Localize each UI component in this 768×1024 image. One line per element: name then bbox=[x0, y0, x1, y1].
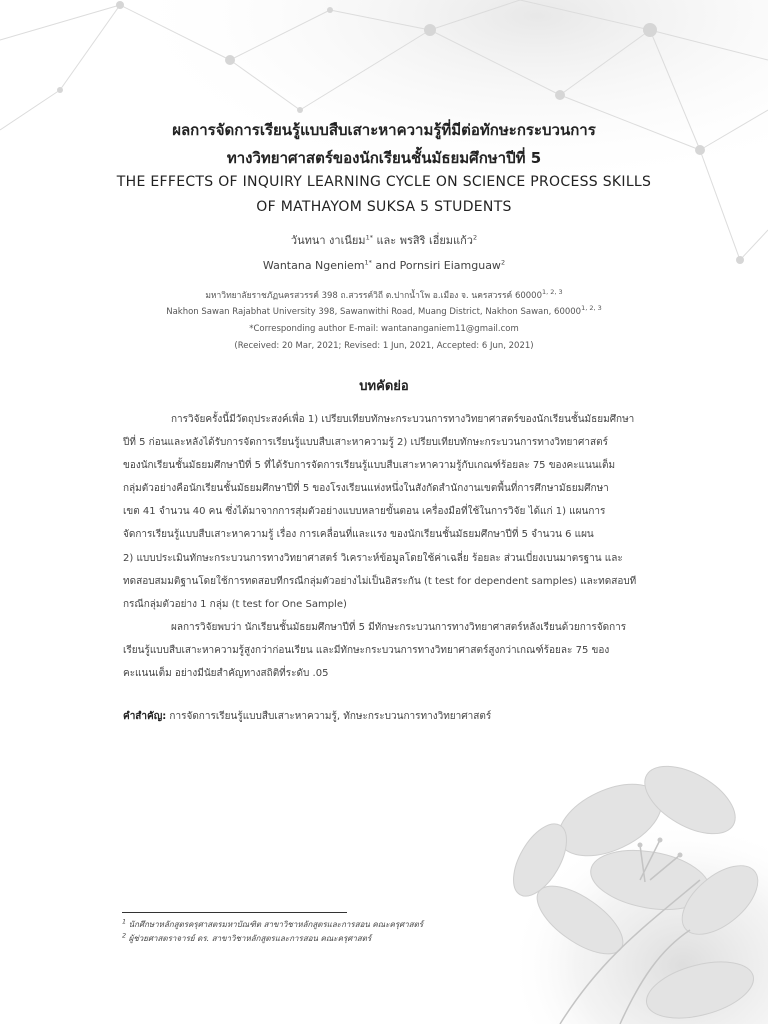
corresponding-author-email: *Corresponding author E-mail: wantananganiem11@gmail.com bbox=[249, 324, 519, 334]
title-thai-line-2: ทางวิทยาศาสตร์ของนักเรียนชั้นมัธยมศึกษาปีที่ 5 bbox=[226, 149, 542, 167]
authors-thai bbox=[60, 231, 708, 251]
author-2-thai: พรสิริ เอี่ยมแก้ว bbox=[399, 234, 473, 247]
keywords-label: คำสำคัญ: bbox=[123, 711, 167, 722]
affiliation-english-text: Nakhon Sawan Rajabhat University 398, Sawanwithi Road, Muang District, Nakhon Sawan, 60000 bbox=[166, 307, 582, 317]
abstract-p1-line: การวิจัยครั้งนี้มีวัตถุประสงค์เพื่อ 1) เปรียบเทียบทักษะกระบวนการทางวิทยาศาสตร์ของนักเรียนชั้นมัธยมศึกษา bbox=[171, 414, 635, 425]
footnote-2-text: ผู้ช่วยศาสตราจารย์ ดร. สาขาวิชาหลักสูตรและการสอน คณะครุศาสตร์ bbox=[126, 934, 372, 943]
author-2-english-mark: 2 bbox=[500, 258, 506, 267]
abstract-p2-line: เรียนรู้แบบสืบเสาะหาความรู้สูงกว่าก่อนเรียน และมีทักษะกระบวนการทางวิทยาศาสตร์สูงกว่าเกณฑ์ร้อยละ 75 ของ bbox=[123, 645, 610, 657]
abstract-p1-line: เขต 41 จำนวน 40 คน ซึ่งได้มาจากการสุ่มตัวอย่างแบบหลายขั้นตอน เครื่องมือที่ใช้ในการวิจัย ได้แก่ 1) แผนการ bbox=[123, 506, 606, 518]
footnote-1-mark: 1 bbox=[122, 917, 127, 926]
title-english-line-1: THE EFFECTS OF INQUIRY LEARNING CYCLE ON SCIENCE PROCESS SKILLS bbox=[116, 174, 652, 190]
affiliation-thai-mark: 1, 2, 3 bbox=[542, 288, 563, 297]
keywords bbox=[123, 709, 686, 724]
abstract-p1-line: ของนักเรียนชั้นมัธยมศึกษาปีที่ 5 ที่ได้รับการจัดการเรียนรู้แบบสืบเสาะหาความรู้กับเกณฑ์ร้อยละ 75 ของคะแนนเต็ม bbox=[123, 460, 616, 472]
abstract-paragraph-2 bbox=[123, 616, 686, 685]
author-1-thai: วันทนา งาเนียม bbox=[290, 234, 366, 247]
footnote-1 bbox=[122, 918, 682, 931]
author-1-english-mark: 1* bbox=[364, 258, 372, 267]
author-2-thai-mark: 2 bbox=[472, 233, 478, 242]
footnote-1-text: นักศึกษาหลักสูตรครุศาสตรมหาบัณฑิต สาขาวิชาหลักสูตรและการสอน คณะครุศาสตร์ bbox=[126, 920, 424, 929]
footnote-2-mark: 2 bbox=[122, 931, 127, 940]
keywords-text: การจัดการเรียนรู้แบบสืบเสาะหาความรู้, ทักษะกระบวนการทางวิทยาศาสตร์ bbox=[166, 711, 492, 722]
author-2-english: Pornsiri Eiamguaw bbox=[399, 259, 501, 272]
title-english-line-2: OF MATHAYOM SUKSA 5 STUDENTS bbox=[256, 199, 512, 215]
authors-english bbox=[60, 256, 708, 276]
abstract-p1-line: กลุ่มตัวอย่างคือนักเรียนชั้นมัธยมศึกษาปีที่ 5 ของโรงเรียนแห่งหนึ่งในสังกัดสำนักงานเขตพื้นที่การศึกษามัธยมศึกษา bbox=[123, 483, 609, 495]
affiliation-thai bbox=[60, 288, 708, 304]
footnote-divider bbox=[122, 912, 347, 913]
author-1-english: Wantana Ngeniem bbox=[262, 259, 365, 272]
abstract-p1-line: 2) แบบประเมินทักษะกระบวนการทางวิทยาศาสตร์ วิเคราะห์ข้อมูลโดยใช้ค่าเฉลี่ย ร้อยละ ส่วนเบี่ยงเบนมาตรฐาน และ bbox=[123, 552, 623, 564]
abstract-p2-line: ผลการวิจัยพบว่า นักเรียนชั้นมัธยมศึกษาปีที่ 5 มีทักษะกระบวนการทางวิทยาศาสตร์หลังเรียนด้วยการจัดการ bbox=[171, 622, 627, 633]
abstract-paragraph-1 bbox=[123, 408, 686, 616]
title-thai-line-1: ผลการจัดการเรียนรู้แบบสืบเสาะหาความรู้ที่มีต่อทักษะกระบวนการ bbox=[172, 121, 596, 139]
authors-thai-conjunction: และ bbox=[372, 234, 400, 247]
footnote-2 bbox=[122, 932, 682, 945]
abstract-heading: บทคัดย่อ bbox=[359, 379, 409, 394]
received-dates: (Received: 20 Mar, 2021; Revised: 1 Jun, 2021, Accepted: 6 Jun, 2021) bbox=[234, 341, 534, 351]
abstract-p1-line: จัดการเรียนรู้แบบสืบเสาะหาความรู้ เรื่อง การเคลื่อนที่และแรง ของนักเรียนชั้นมัธยมศึกษาปีที่ 5 จำนวน 6 แผน bbox=[123, 529, 594, 541]
affiliation-english-mark: 1, 2, 3 bbox=[581, 304, 602, 313]
affiliation-thai-text: มหาวิทยาลัยราชภัฏนครสวรรค์ 398 ถ.สวรรค์วิถี ต.ปากน้ำโพ อ.เมือง จ. นครสวรรค์ 60000 bbox=[205, 291, 542, 301]
abstract-p2-line: คะแนนเต็ม อย่างมีนัยสำคัญทางสถิติที่ระดับ .05 bbox=[123, 668, 329, 680]
abstract-p1-line: ทดสอบสมมติฐานโดยใช้การทดสอบทีกรณีกลุ่มตัวอย่างไม่เป็นอิสระกัน (t test for dependent samples) และทดสอบที bbox=[123, 575, 637, 587]
authors-english-conjunction: and bbox=[371, 259, 400, 272]
abstract-p1-line: กรณีกลุ่มตัวอย่าง 1 กลุ่ม (t test for One Sample) bbox=[123, 598, 347, 610]
affiliation-english bbox=[60, 304, 708, 320]
author-1-thai-mark: 1* bbox=[365, 233, 373, 242]
abstract-p1-line: ปีที่ 5 ก่อนและหลังได้รับการจัดการเรียนรู้แบบสืบเสาะหาความรู้ 2) เปรียบเทียบทักษะกระบวนการทางวิทยาศาสตร์ bbox=[123, 437, 608, 449]
